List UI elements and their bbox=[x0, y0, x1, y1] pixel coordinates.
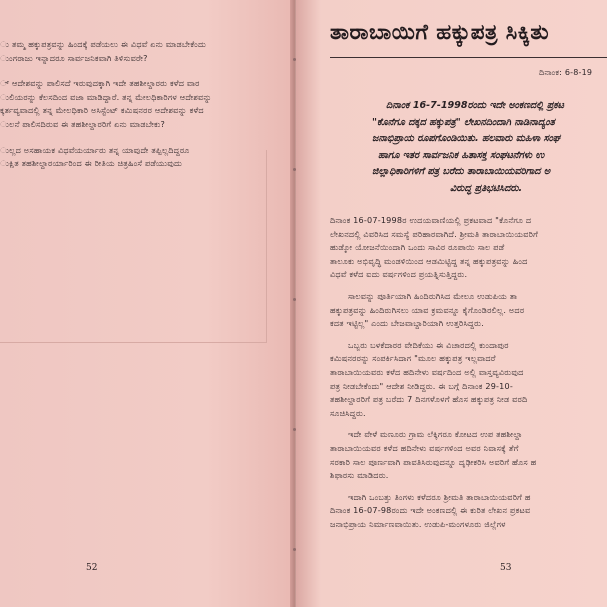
intro-line: ವಿರುದ್ಧ ಪ್ರತಿಭಟಿಸಿದರು. bbox=[450, 182, 523, 194]
text-line: ುಲಿಯರನ್ನು ಕೆಲಸದಿಂದ ವಜಾ ಮಾಡಿದ್ದಾರೆ. ತನ್ನ ಮೇಲಧಿಕಾರಿಗಳ ಆದೇಶವನ್ನು bbox=[0, 91, 212, 102]
text-line: ತಾರಾಬಾಯಿಯವರು ಕಳೆದ ಹದಿನೇಳು ವರ್ಷದಿಂದ ಅಲ್ಲಿ ವಾಸ್ತವ್ಯವಿರುವುದ bbox=[330, 366, 524, 377]
text-line: ಲೇಖನದಲ್ಲಿ ವಿವರಿಸಿದ ಸಮಸ್ಯೆ ಪರಿಹಾರವಾಗಿದೆ. ಶ್ರೀಮತಿ ತಾರಾಬಾಯಿಯವರಿಗೆ bbox=[330, 228, 538, 239]
text-line: ುಕ್ಷಿತ ತಹಶೀಲ್ದಾರರ್ಯಾರಿಂದ ಈ ರೀತಿಯ ಚಿತ್ರಹಿಂಸೆ ಪಡೆಯುವುದು bbox=[0, 158, 183, 169]
left-page bbox=[0, 0, 294, 607]
intro-line: ಹಾಗೂ ಇತರ ಸಾರ್ವಜನಿಕ ಹಿತಾಸಕ್ತ ಸಂಘಟನೆಗಳು ಉ bbox=[378, 149, 545, 161]
text-line: ಕ್ಕರ್ತವ್ಯವಾದಲ್ಲಿ ತನ್ನ ಮೇಲಧಿಕಾರಿ ಅಸಿಸ್ಟೆಂಟ್ ಕಮಿಷನರರ ಆದೇಶವನ್ನು ಕಳೆದ bbox=[0, 105, 204, 116]
body-paragraph-5 bbox=[330, 491, 607, 532]
text-line: ುಲ್ಲದ ಅಸಹಾಯಕ ವಿಧವೆಯರ್ಯಾರು ತನ್ನ ಯಾವುದೇ ತಪ್ಪಿಲ್ಲದಿದ್ದರೂ bbox=[0, 144, 190, 155]
page-number-right: 53 bbox=[500, 563, 512, 573]
text-line: ಇದೇ ವೇಳೆ ಮಣೂರು ಗ್ರಾಮ ಲೆಕ್ಕಿಗರೂ ಕೋಟದ ಉಪ ತಹಶೀಲ್ದಾ bbox=[348, 429, 523, 440]
article-date: ದಿನಾಂಕ: 6-8-19 bbox=[539, 68, 593, 77]
left-page-text bbox=[0, 38, 272, 183]
left-paragraph-3 bbox=[0, 144, 272, 171]
text-line: ು ತಮ್ಮ ಹಕ್ಕುಪತ್ರವನ್ನು ಹಿಂದಕ್ಕೆ ಪಡೆಯಲು ಈ ವಿಧವೆ ಏನು ಮಾಡಬೇಕೆಂದು bbox=[0, 39, 206, 49]
text-line: ತಹಶೀಲ್ದಾರರಿಗೆ ಪತ್ರ ಬರೆದು 7 ದಿನಗಳೊಳಗೆ ಹೊಸ ಹಕ್ಕುಪತ್ರ ನೀಡ ವರದಿ bbox=[330, 394, 528, 405]
left-paragraph-2 bbox=[0, 77, 272, 131]
text-line: ದಿನಾಂಕ 16-07-98ರಂದು ಇದೇ ಅಂಕಣದಲ್ಲಿ ಈ ಕುರಿತ ಲೇಖನ ಪ್ರಕಟವ bbox=[330, 505, 531, 516]
left-paragraph-1 bbox=[0, 38, 272, 65]
text-line: ುಂಗರಾಜು ಇನ್ನಾದರೂ ಸಾರ್ವಜನಿಕವಾಗಿ ತಿಳಿಸುವರೇ? bbox=[0, 52, 148, 63]
text-line: ಪತ್ರ ನೀಡಬೇಕೆಂದು" ಆದೇಶ ನೀಡಿದ್ದರು. ಈ ಬಗ್ಗೆ ದಿನಾಂಕ 29-10- bbox=[330, 380, 513, 391]
text-line: ಕದತ ಇಟ್ಟಿಲ್ಲ" ಎಂದು ಬೇಜವಾಬ್ದಾರಿಯಾಗಿ ಉತ್ತರಿಸಿದ್ದರು. bbox=[330, 318, 484, 329]
page-number-left: 52 bbox=[86, 563, 98, 573]
right-page bbox=[296, 0, 607, 607]
title-divider bbox=[330, 57, 607, 58]
body-paragraph-4 bbox=[330, 428, 607, 482]
article-intro bbox=[372, 98, 564, 197]
article-title: ತಾರಾಬಾಯಿಗೆ ಹಕ್ಕುಪತ್ರ ಸಿಕ್ಕಿತು bbox=[330, 20, 550, 45]
body-paragraph-2 bbox=[330, 290, 607, 331]
intro-line: ದಿನಾಂಕ 16-7-1998ರಂದು ಇದೇ ಅಂಕಣದಲ್ಲಿ ಪ್ರಕಟ bbox=[386, 100, 564, 111]
intro-line: ಜನಾಭಿಪ್ರಾಯ ರೂಪಗೊಂಡಿಯಿತು. ಹಲವಾರು ಮಹಿಳಾ ಸಂಘ bbox=[372, 133, 561, 144]
text-line: ತಾಲೂಕು ಅಭಿವೃದ್ಧಿ ಮಂಡಳಿಯಿಂದ ಆಡಮಿಟ್ಟಿದ್ದ ತನ್ನ ಹಕ್ಕುಪತ್ರವನ್ನು ಹಿಂದ bbox=[330, 255, 528, 266]
text-line: ವಿಧವೆ ಕಳೆದ ಐದು ವರ್ಷಗಳಿಂದ ಪ್ರಯತ್ನಿಸುತ್ತಿದ್ದರು. bbox=[330, 269, 468, 280]
body-paragraph-1 bbox=[330, 214, 607, 282]
text-line: ುಲನೆ ಪಾಲಿಸದಿರುವ ಈ ತಹಶೀಲ್ದಾರರಿಗೆ ಏನು ಮಾಡಬೇಕು? bbox=[0, 118, 165, 129]
intro-line: "ಕೊನೆಗೂ ದಕ್ಕದ ಹಕ್ಕುಪತ್ರ" ಲೇಖನದಿಂದಾಗಿ ನಾಡಿನಾದ್ಯಂತ bbox=[372, 116, 555, 128]
text-line: ಸೂಚಿಸಿದ್ದರು. bbox=[330, 407, 366, 418]
text-line: ದಿನಾಂಕ 16-07-1998ರ ಉದಯವಾಣಿಯಲ್ಲಿ ಪ್ರಕಟವಾದ "ಕೊನೆಗೂ ದ bbox=[330, 215, 532, 225]
text-line: ಹುಡ್ಕೋ ಯೋಜನೆಯಿಂದಾಗಿ ಒಂದು ಸಾವಿರ ರೂಪಾಯಿ ಸಾಲ ಪಡೆ bbox=[330, 242, 505, 253]
text-line: ಜನಾಭಿಪ್ರಾಯ ನಿರ್ಮಾಣವಾಯಿತು. ಉಡುಪಿ-ಮಂಗಳೂರು ಜಿಲ್ಲೆಗಳ bbox=[330, 518, 506, 529]
text-line: ್ ಆದೇಶವನ್ನು ಪಾಲಿಸದೆ ಇರುವುದಕ್ಕಾಗಿ ಇದೇ ತಹಶೀಲ್ದಾರರು ಕಳೆದ ವಾರ bbox=[0, 78, 200, 89]
text-line: ಒಬ್ಬರು ಬಳಕೆದಾರರ ವೇದಿಕೆಯು ಈ ವಿಚಾರದಲ್ಲಿ ಕುಂದಾಪುರ bbox=[348, 339, 509, 350]
intro-line: ಜಿಲ್ಲಾಧಿಕಾರಿಗಳಿಗೆ ಪತ್ರ ಬರೆದು ತಾರಾಬಾಯಿಯವರಿಗಾದ ಅ bbox=[372, 166, 551, 177]
article-body bbox=[330, 214, 607, 539]
text-line: ಇದಾಗಿ ಒಂಬತ್ತು ತಿಂಗಳು ಕಳೆದರೂ ಶ್ರೀಮತಿ ತಾರಾಬಾಯಿಯವರಿಗೆ ಹ bbox=[348, 491, 531, 502]
text-line: ಹಕ್ಕುಪತ್ರವನ್ನು ಹಿಂದಿರುಗಿಸಲು ಯಾವ ಕ್ರಮವನ್ನೂ ಕೈಗೊಂಡಿರಲಿಲ್ಲ. ಅದರ bbox=[330, 304, 525, 315]
text-line: ಸಾಲವನ್ನು ಪೂರ್ತಿಯಾಗಿ ಹಿಂದಿರುಗಿಸಿದ ಮೇಲೂ ಉಡುಪಿಯ ತಾ bbox=[348, 290, 518, 301]
text-line: ಸರಕಾರಿ ಸಾಲ ಪೂರ್ಣವಾಗಿ ಪಾವತಿಸಿರುವುದನ್ನೂ ದೃಢೀಕರಿಸಿ ಅವರಿಗೆ ಹೊಸ ಹ bbox=[330, 456, 537, 467]
text-line: ತಾರಾಬಾಯಿಯವರ ಕಳೆದ ಹದಿನೇಳು ವರ್ಷಗಳಿಂದ ಅವರ ನಿವಾಸಕ್ಕೆ ತೆಗೆ bbox=[330, 442, 519, 453]
text-line: ಶಿಫಾರಸು ಮಾಡಿದರು. bbox=[330, 470, 389, 481]
body-paragraph-3 bbox=[330, 339, 607, 421]
text-line: ಕಮಿಷನರರನ್ನು ಸಂಪರ್ಕಿಸಿದಾಗ "ಮೂಲ ಹಕ್ಕುಪತ್ರ ಇಲ್ಲವಾದರೆ bbox=[330, 353, 496, 364]
